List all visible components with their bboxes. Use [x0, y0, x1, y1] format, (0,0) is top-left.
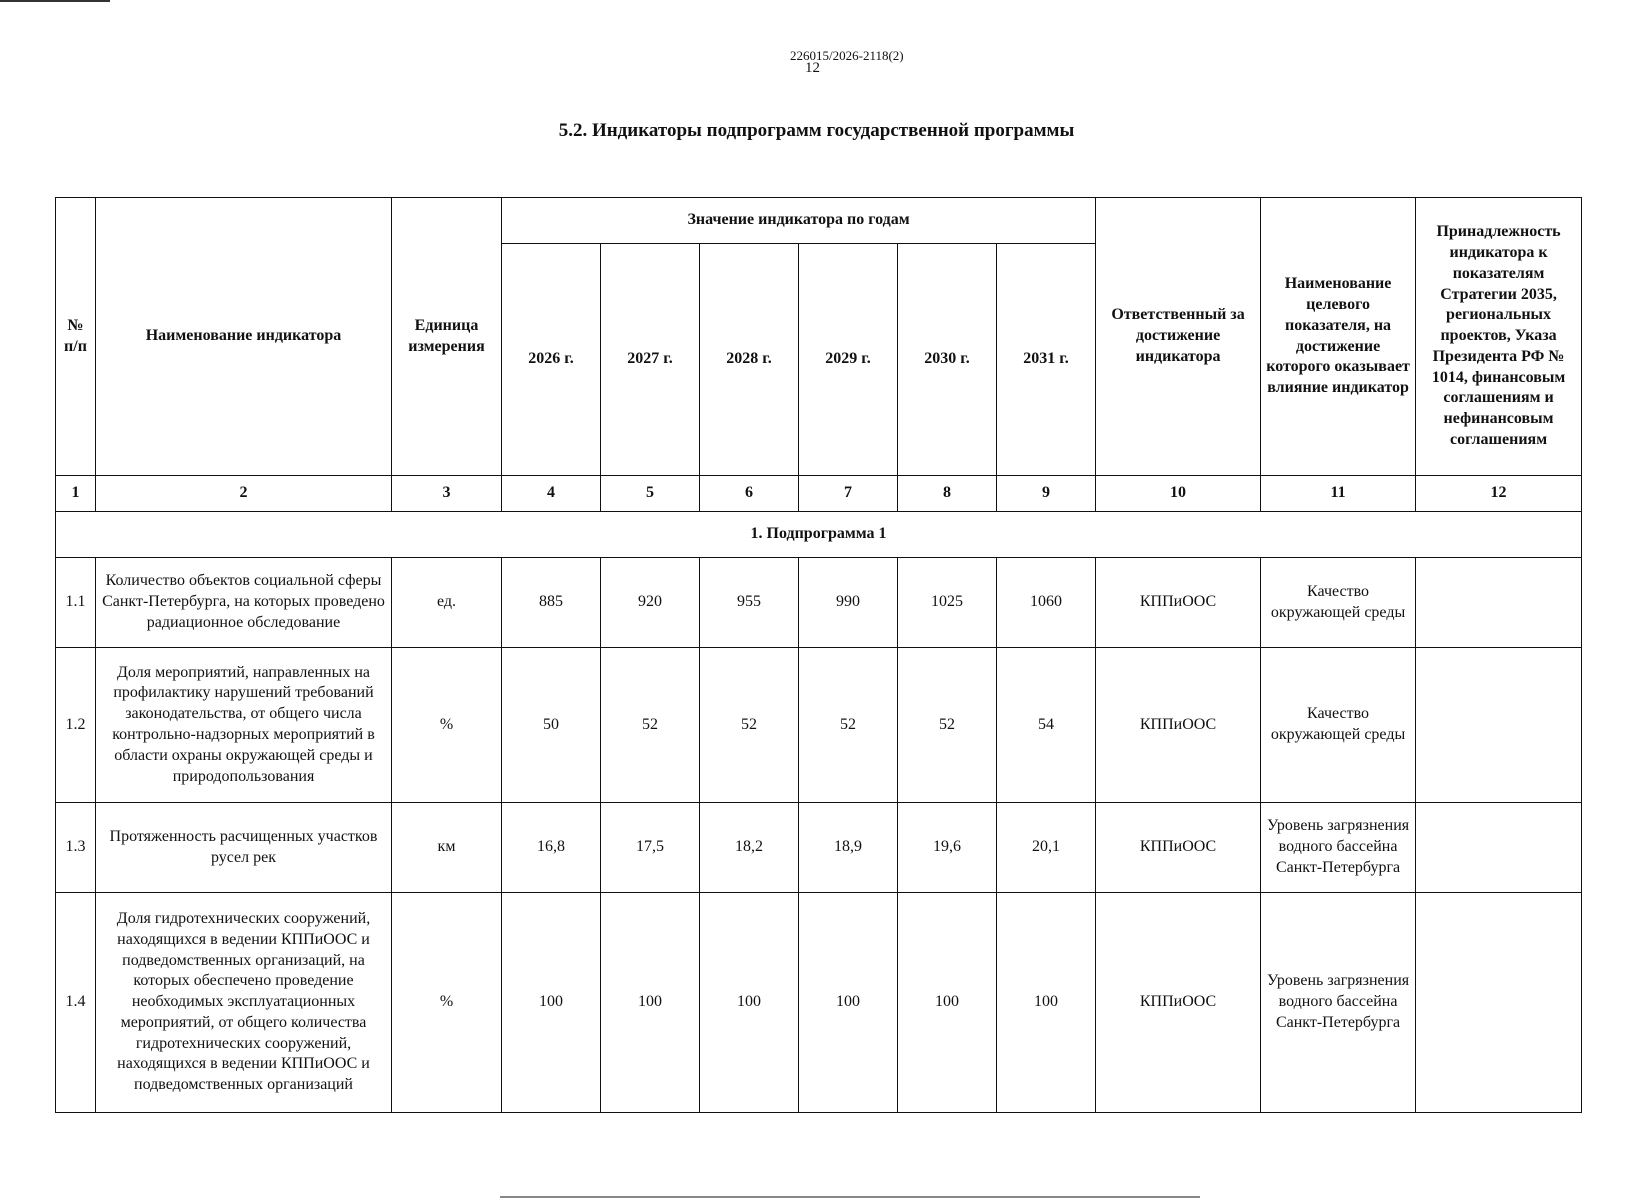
page-title: 5.2. Индикаторы подпрограмм государственной программы	[558, 120, 1075, 141]
column-number: 11	[1261, 476, 1416, 512]
row-value: 16,8	[502, 803, 601, 893]
row-value: 100	[700, 893, 799, 1113]
table-row	[56, 648, 1582, 803]
scan-edge-line	[0, 0, 110, 2]
row-value: 50	[502, 648, 601, 803]
header-year: 2030 г.	[898, 244, 997, 476]
column-number: 3	[392, 476, 502, 512]
row-value: 52	[601, 648, 700, 803]
row-responsible: КППиООС	[1096, 893, 1261, 1113]
row-value: 100	[997, 893, 1096, 1113]
row-responsible: КППиООС	[1096, 558, 1261, 648]
row-value: 1060	[997, 558, 1096, 648]
row-num: 1.2	[56, 648, 96, 803]
column-number: 5	[601, 476, 700, 512]
header-year: 2028 г.	[700, 244, 799, 476]
row-target: Уровень загрязнения водного бассейна Санкт-Петербурга	[1261, 803, 1416, 893]
row-name: Доля мероприятий, направленных на профилактику нарушений требований законодательства, от общего числа контрольно-надзорных мероприятий в области охраны окружающей среды и природопользования	[96, 648, 392, 803]
column-number: 6	[700, 476, 799, 512]
row-unit: ед.	[392, 558, 502, 648]
scan-bottom-line	[500, 1196, 1200, 1198]
header-year: 2026 г.	[502, 244, 601, 476]
column-number: 4	[502, 476, 601, 512]
row-value: 990	[799, 558, 898, 648]
row-num: 1.4	[56, 893, 96, 1113]
row-name: Протяженность расчищенных участков русел рек	[96, 803, 392, 893]
column-number-row	[56, 476, 1582, 512]
column-number: 9	[997, 476, 1096, 512]
indicators-table	[55, 197, 1582, 1113]
row-responsible: КППиООС	[1096, 648, 1261, 803]
row-value: 17,5	[601, 803, 700, 893]
row-target: Качество окружающей среды	[1261, 648, 1416, 803]
row-value: 955	[700, 558, 799, 648]
row-belonging	[1416, 648, 1582, 803]
column-number: 10	[1096, 476, 1261, 512]
header-year: 2029 г.	[799, 244, 898, 476]
row-num: 1.3	[56, 803, 96, 893]
row-name: Количество объектов социальной сферы Санкт-Петербурга, на которых проведено радиационное обследование	[96, 558, 392, 648]
row-value: 20,1	[997, 803, 1096, 893]
row-target: Качество окружающей среды	[1261, 558, 1416, 648]
subprogram-row	[56, 512, 1582, 558]
row-value: 19,6	[898, 803, 997, 893]
row-value: 52	[898, 648, 997, 803]
table-row	[56, 893, 1582, 1113]
column-number: 1	[56, 476, 96, 512]
column-number: 7	[799, 476, 898, 512]
row-unit: км	[392, 803, 502, 893]
row-value: 54	[997, 648, 1096, 803]
row-responsible: КППиООС	[1096, 803, 1261, 893]
header-num: № п/п	[56, 198, 96, 476]
row-unit: %	[392, 893, 502, 1113]
table-row	[56, 558, 1582, 648]
row-belonging	[1416, 893, 1582, 1113]
column-number: 8	[898, 476, 997, 512]
row-value: 52	[700, 648, 799, 803]
row-value: 100	[898, 893, 997, 1113]
document-number: 226015/2026-2118(2)	[790, 48, 904, 63]
row-value: 18,2	[700, 803, 799, 893]
page-number: 12	[805, 60, 820, 76]
header-year: 2031 г.	[997, 244, 1096, 476]
row-value: 100	[601, 893, 700, 1113]
row-value: 1025	[898, 558, 997, 648]
row-value: 885	[502, 558, 601, 648]
header-target: Наименование целевого показателя, на достижение которого оказывает влияние индикатор	[1261, 198, 1416, 476]
row-value: 52	[799, 648, 898, 803]
row-value: 100	[502, 893, 601, 1113]
row-belonging	[1416, 803, 1582, 893]
table-row	[56, 803, 1582, 893]
row-value: 18,9	[799, 803, 898, 893]
column-number: 12	[1416, 476, 1582, 512]
row-value: 920	[601, 558, 700, 648]
row-name: Доля гидротехнических сооружений, находящихся в ведении КППиООС и подведомственных организаций, на которых обеспечено проведение необходимых эксплуатационных мероприятий, от общего количества гидротехнических сооружений, находящихся в ведении КППиООС и подведомственных организаций	[96, 893, 392, 1113]
header-values-group: Значение индикатора по годам	[502, 198, 1096, 244]
row-target: Уровень загрязнения водного бассейна Санкт-Петербурга	[1261, 893, 1416, 1113]
row-num: 1.1	[56, 558, 96, 648]
header-belonging: Принадлежность индикатора к показателям Стратегии 2035, региональных проектов, Указа Президента РФ № 1014, финансовым соглашениям и нефинансовым соглашениям	[1416, 198, 1582, 476]
column-number: 2	[96, 476, 392, 512]
header-responsible: Ответственный за достижение индикатора	[1096, 198, 1261, 476]
row-value: 100	[799, 893, 898, 1113]
subprogram-title: 1. Подпрограмма 1	[56, 512, 1582, 558]
header-unit: Единица измерения	[392, 198, 502, 476]
header-year: 2027 г.	[601, 244, 700, 476]
row-unit: %	[392, 648, 502, 803]
header-name: Наименование индикатора	[96, 198, 392, 476]
row-belonging	[1416, 558, 1582, 648]
